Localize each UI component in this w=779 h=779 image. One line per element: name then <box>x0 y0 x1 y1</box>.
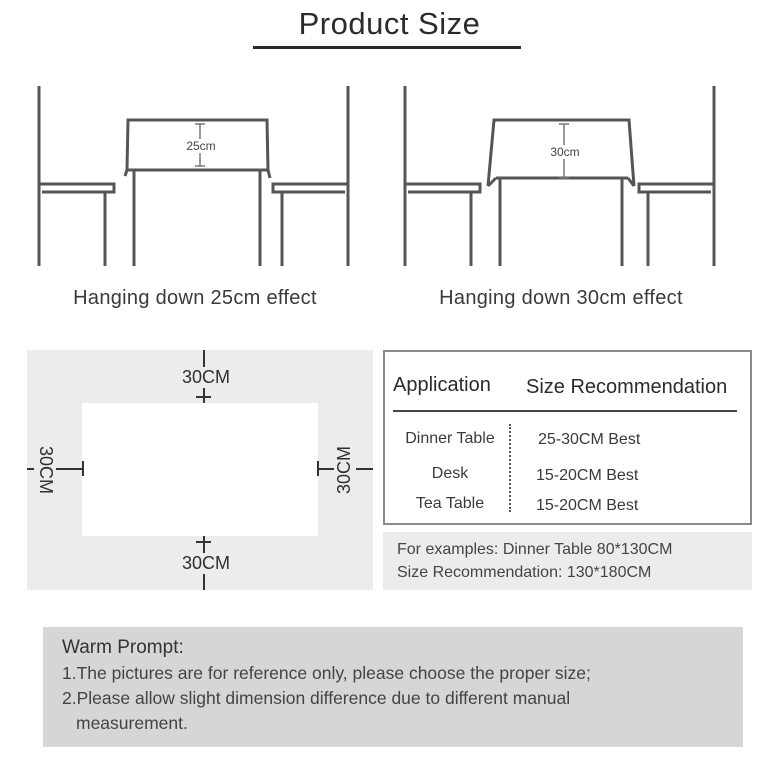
column-header-size: Size Recommendation <box>526 376 728 398</box>
caption-30cm: Hanging down 30cm effect <box>439 287 683 309</box>
top-dimension-label: 30CM <box>163 367 249 388</box>
table-illustration-25cm <box>30 84 360 274</box>
example-line-2: Size Recommendation: 130*180CM <box>397 564 652 581</box>
row-application-1: Desk <box>431 465 469 482</box>
row-application-0: Dinner Table <box>405 430 495 447</box>
right-chair <box>639 86 714 266</box>
drop-label: 30cm <box>550 145 580 159</box>
column-divider <box>509 424 511 512</box>
column-header-application: Application <box>393 374 491 396</box>
left-chair <box>39 86 114 266</box>
left-dimension-label: 30CM <box>34 435 56 505</box>
warm-prompt-line-2: 2.Please allow slight dimension difference due to different manual <box>62 688 571 708</box>
caption-25cm: Hanging down 25cm effect <box>73 287 317 309</box>
warm-prompt-line-3: measurement. <box>76 713 188 733</box>
warm-prompt-title: Warm Prompt: <box>62 637 184 658</box>
page-title: Product Size <box>298 6 481 41</box>
header-divider <box>393 410 737 412</box>
table-legs <box>134 170 260 266</box>
table-illustration-30cm <box>396 84 726 274</box>
warm-prompt-line-1: 1.The pictures are for reference only, please choose the proper size; <box>62 663 591 683</box>
row-size-2: 15-20CM Best <box>536 497 639 514</box>
table-legs <box>500 178 622 266</box>
left-chair <box>405 86 480 266</box>
row-size-0: 25-30CM Best <box>538 431 641 448</box>
row-application-2: Tea Table <box>415 495 485 512</box>
title-underline <box>253 46 521 49</box>
row-size-1: 15-20CM Best <box>536 467 639 484</box>
table-top-outline <box>82 403 318 536</box>
drop-label: 25cm <box>186 139 216 153</box>
right-chair <box>273 86 348 266</box>
example-line-1: For examples: Dinner Table 80*130CM <box>397 541 673 558</box>
bottom-dimension-label: 30CM <box>163 553 249 574</box>
right-dimension-label: 30CM <box>334 435 356 505</box>
